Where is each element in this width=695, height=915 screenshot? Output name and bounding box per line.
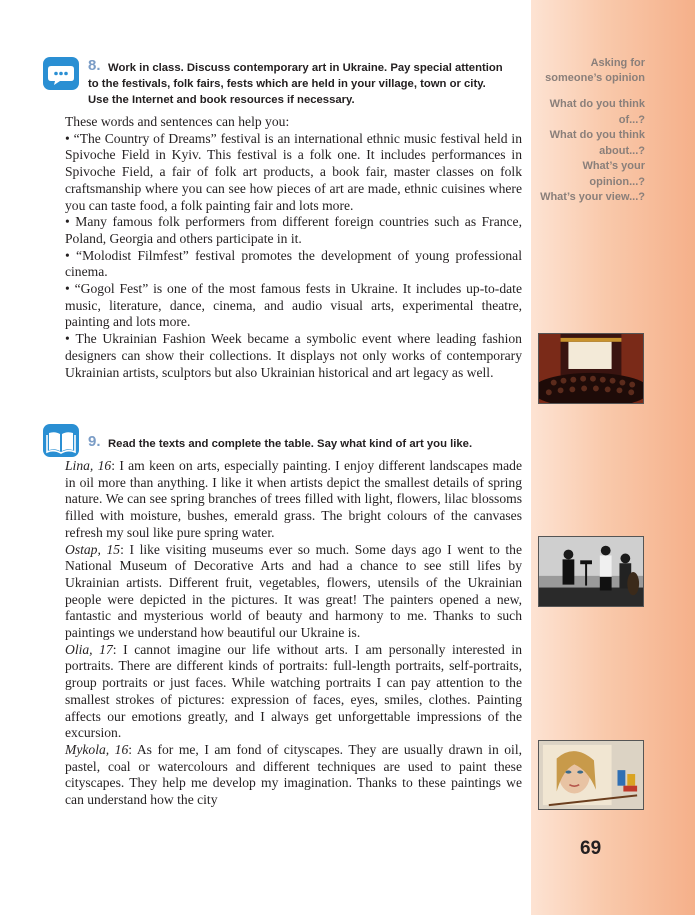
paragraph-text: : I cannot imagine our life without arts. I am personally interested in portraits. There are different kinds of portraits: full-length portraits, self-portraits, group portraits or just faces. While watching portraits I can pay attention to the smallest strokes of pictures: expression of faces, eyes, smiles, clothes. Painting affects our emotions greatly, and I always get unforgettable impressions of the excursion. [65, 641, 522, 741]
instruction-line: to the festivals, folk fairs, fests which are held in your village, town or city. [88, 78, 486, 90]
bullet-item: • “Gogol Fest” is one of the most famous fests in Ukraine. It includes up-to-date music, literature, dance, cinema, and audio visual arts, experimental theatre, painting and lots more. [65, 281, 522, 331]
opinion-phrase: What do you think [549, 129, 645, 141]
speech-bubble-icon [43, 57, 79, 90]
opinion-phrase: What’s your [582, 160, 645, 172]
open-book-icon [43, 424, 79, 457]
sidebar-title-line: Asking for [590, 57, 645, 69]
paragraph-text: : I like visiting museums ever so much. Some days ago I went to the National Museum of Decorative Arts and had a chance to see still lifes by Ukrainian artists. Different fruit, vegetables, flowers, utensils of the Ukrainian people were depicted in the pictures. It was great! The painters opened a new, fantastic and mysterious world of beauty and harmony to me. Thanks to such paintings we understand how beautiful our Ukraine is. [65, 541, 522, 641]
bullet-item: • The Ukrainian Fashion Week became a symbolic event where leading fashion designers can show their collections. It displays not only works of contemporary Ukrainian artists, sculptors but also Ukrainian historical and art legacy as well. [65, 331, 522, 381]
speaker-name: Ostap, 15 [65, 541, 121, 557]
opinion-phrases [525, 97, 645, 206]
exercise-8-number: 8. [88, 57, 101, 74]
opinion-phrase: opinion...? [589, 175, 645, 188]
exercise-9-instruction: Read the texts and complete the table. Say what kind of art you like. [108, 438, 473, 450]
paragraph-text: : I am keen on arts, especially painting. I enjoy different landscapes made in oil more than anything. I like it when artists depict the smallest details of spring nature. We can see spring branches of trees filled with light, flowers, lilac blossoms filled with moisture, bushes, emerald grass. The bright colours of the canvases refresh my soul like pure spring water. [65, 458, 522, 540]
sidebar-title [535, 56, 645, 86]
exercise-9-body [65, 458, 522, 809]
bullet-item: • Many famous folk performers from different foreign countries such as France, Poland, Georgia and others participate in it. [65, 214, 522, 247]
sidebar-title-line: someone’s opinion [545, 72, 645, 84]
instruction-line: Use the Internet and book resources if necessary. [88, 94, 355, 106]
text-paragraph [65, 742, 522, 809]
speaker-name: Olia, 17 [65, 641, 113, 657]
bullet-item: • “Molodist Filmfest” festival promotes the development of young professional cinema. [65, 248, 522, 281]
exercise-8-instruction-cont [88, 76, 486, 108]
speaker-name: Mykola, 16 [65, 741, 129, 757]
paragraph-text: : As for me, I am fond of cityscapes. They are usually drawn in oil, pastel, coal or watercolours and different techniques are used to paint these cityscapes. They help me develop my imagination. Thanks to these paintings we can understand how the city [65, 741, 523, 808]
intro-text: These words and sentences can help you: [65, 114, 290, 129]
opinion-phrase: about...? [599, 144, 645, 157]
painting-portrait-photo [538, 740, 644, 810]
exercise-8-body [65, 114, 522, 381]
instruction-line: Work in class. Discuss contemporary art in Ukraine. Pay special attention [108, 62, 503, 74]
opinion-phrase: What do you think [549, 98, 645, 110]
text-paragraph [65, 542, 522, 642]
text-paragraph [65, 642, 522, 742]
page-number: 69 [580, 838, 602, 859]
exercise-9-number: 9. [88, 433, 101, 450]
opinion-phrase: What’s your view...? [540, 191, 645, 203]
cinema-hall-photo [538, 333, 644, 404]
exercise-8-instruction [108, 60, 503, 76]
musicians-photo [538, 536, 644, 607]
speaker-name: Lina, 16 [65, 458, 112, 473]
bullet-item: • “The Country of Dreams” festival is an international ethnic music festival held in Spivoche Field in Kyiv. This festival is a folk one. It includes performances in Spivoche Field, a fair of folk art products, a book fair, master classes on folk craftsmanship where you can see how pieces of art are made, ethnic cuisines where you can taste food, a folk painting fair and lots more. [65, 131, 522, 215]
text-paragraph [65, 458, 522, 542]
opinion-phrase: of...? [618, 113, 645, 126]
